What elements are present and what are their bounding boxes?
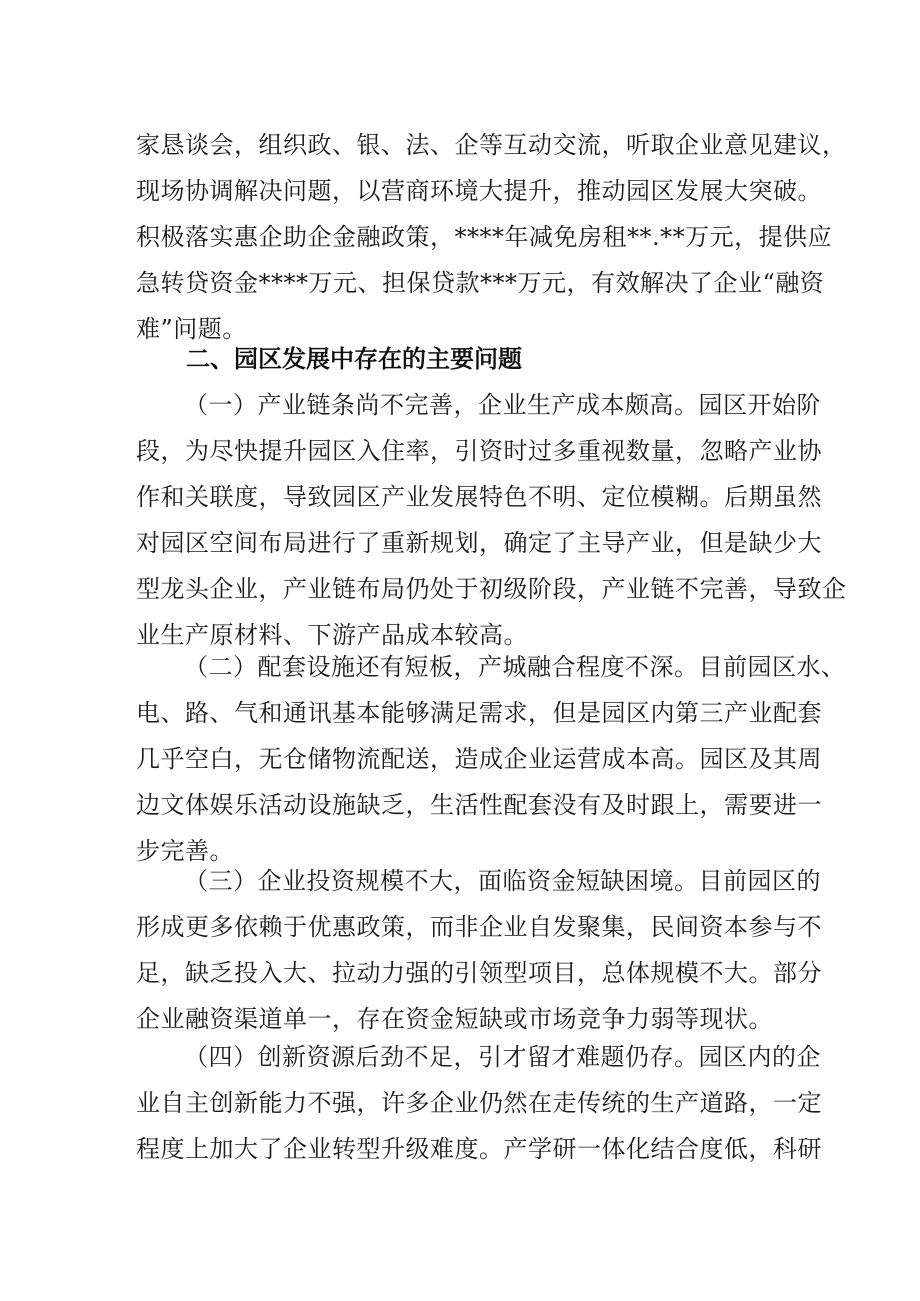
paragraph-line: 急转贷资金****万元、担保贷款***万元，有效解决了企业“融资 [136, 269, 825, 297]
paragraph-line: 现场协调解决问题，以营商环境大提升，推动园区发展大突破。 [136, 177, 822, 205]
paragraph-line: 形成更多依赖于优惠政策，而非企业自发聚集，民间资本参与不 [136, 913, 822, 941]
paragraph-line: 足，缺乏投入大、拉动力强的引领型项目，总体规模不大。部分 [136, 959, 822, 987]
paragraph-line: （四）创新资源后劲不足，引才留才难题仍存。园区内的企 [184, 1043, 821, 1071]
section-3-paragraph [136, 858, 822, 1042]
paragraph-line: 电、路、气和通讯基本能够满足需求，但是园区内第三产业配套 [136, 699, 822, 727]
section-4-paragraph [136, 1034, 822, 1172]
paragraph-line: 程度上加大了企业转型升级难度。产学研一体化结合度低，科研 [136, 1135, 822, 1163]
paragraph-line: 企业融资渠道单一，存在资金短缺或市场竞争力弱等现状。 [136, 1005, 773, 1033]
paragraph-line: 难”问题。 [136, 315, 247, 343]
paragraph-line: 几乎空白，无仓储物流配送，造成企业运营成本高。园区及其周 [136, 745, 822, 773]
paragraph-line: 对园区空间布局进行了重新规划，确定了主导产业，但是缺少大 [136, 529, 822, 557]
section-1-paragraph [136, 382, 847, 658]
paragraph-line: 作和关联度，导致园区产业发展特色不明、定位模糊。后期虽然 [136, 483, 822, 511]
paragraph-continued [136, 122, 847, 352]
paragraph-line: 边文体娱乐活动设施缺乏，生活性配套没有及时跟上，需要进一 [136, 791, 822, 819]
paragraph-line: 型龙头企业，产业链布局仍处于初级阶段，产业链不完善，导致企 [136, 575, 847, 603]
paragraph-line: （一）产业链条尚不完善，企业生产成本颇高。园区开始阶 [184, 391, 821, 419]
paragraph-line: 步完善。 [136, 837, 234, 865]
section-heading: 二、园区发展中存在的主要问题 [186, 345, 522, 373]
paragraph-line: 业自主创新能力不强，许多企业仍然在走传统的生产道路，一定 [136, 1089, 822, 1117]
paragraph-line: （三）企业投资规模不大，面临资金短缺困境。目前园区的 [184, 867, 821, 895]
paragraph-line: 家恳谈会，组织政、银、法、企等互动交流，听取企业意见建议， [136, 131, 847, 159]
paragraph-line: （二）配套设施还有短板，产城融合程度不深。目前园区水、 [184, 653, 846, 681]
paragraph-line: 积极落实惠企助企金融政策，****年减免房租**.**万元，提供应 [136, 223, 833, 251]
section-2-paragraph [136, 644, 846, 874]
paragraph-line: 业生产原材料、下游产品成本较高。 [136, 621, 528, 649]
paragraph-line: 段，为尽快提升园区入住率，引资时过多重视数量，忽略产业协 [136, 437, 822, 465]
